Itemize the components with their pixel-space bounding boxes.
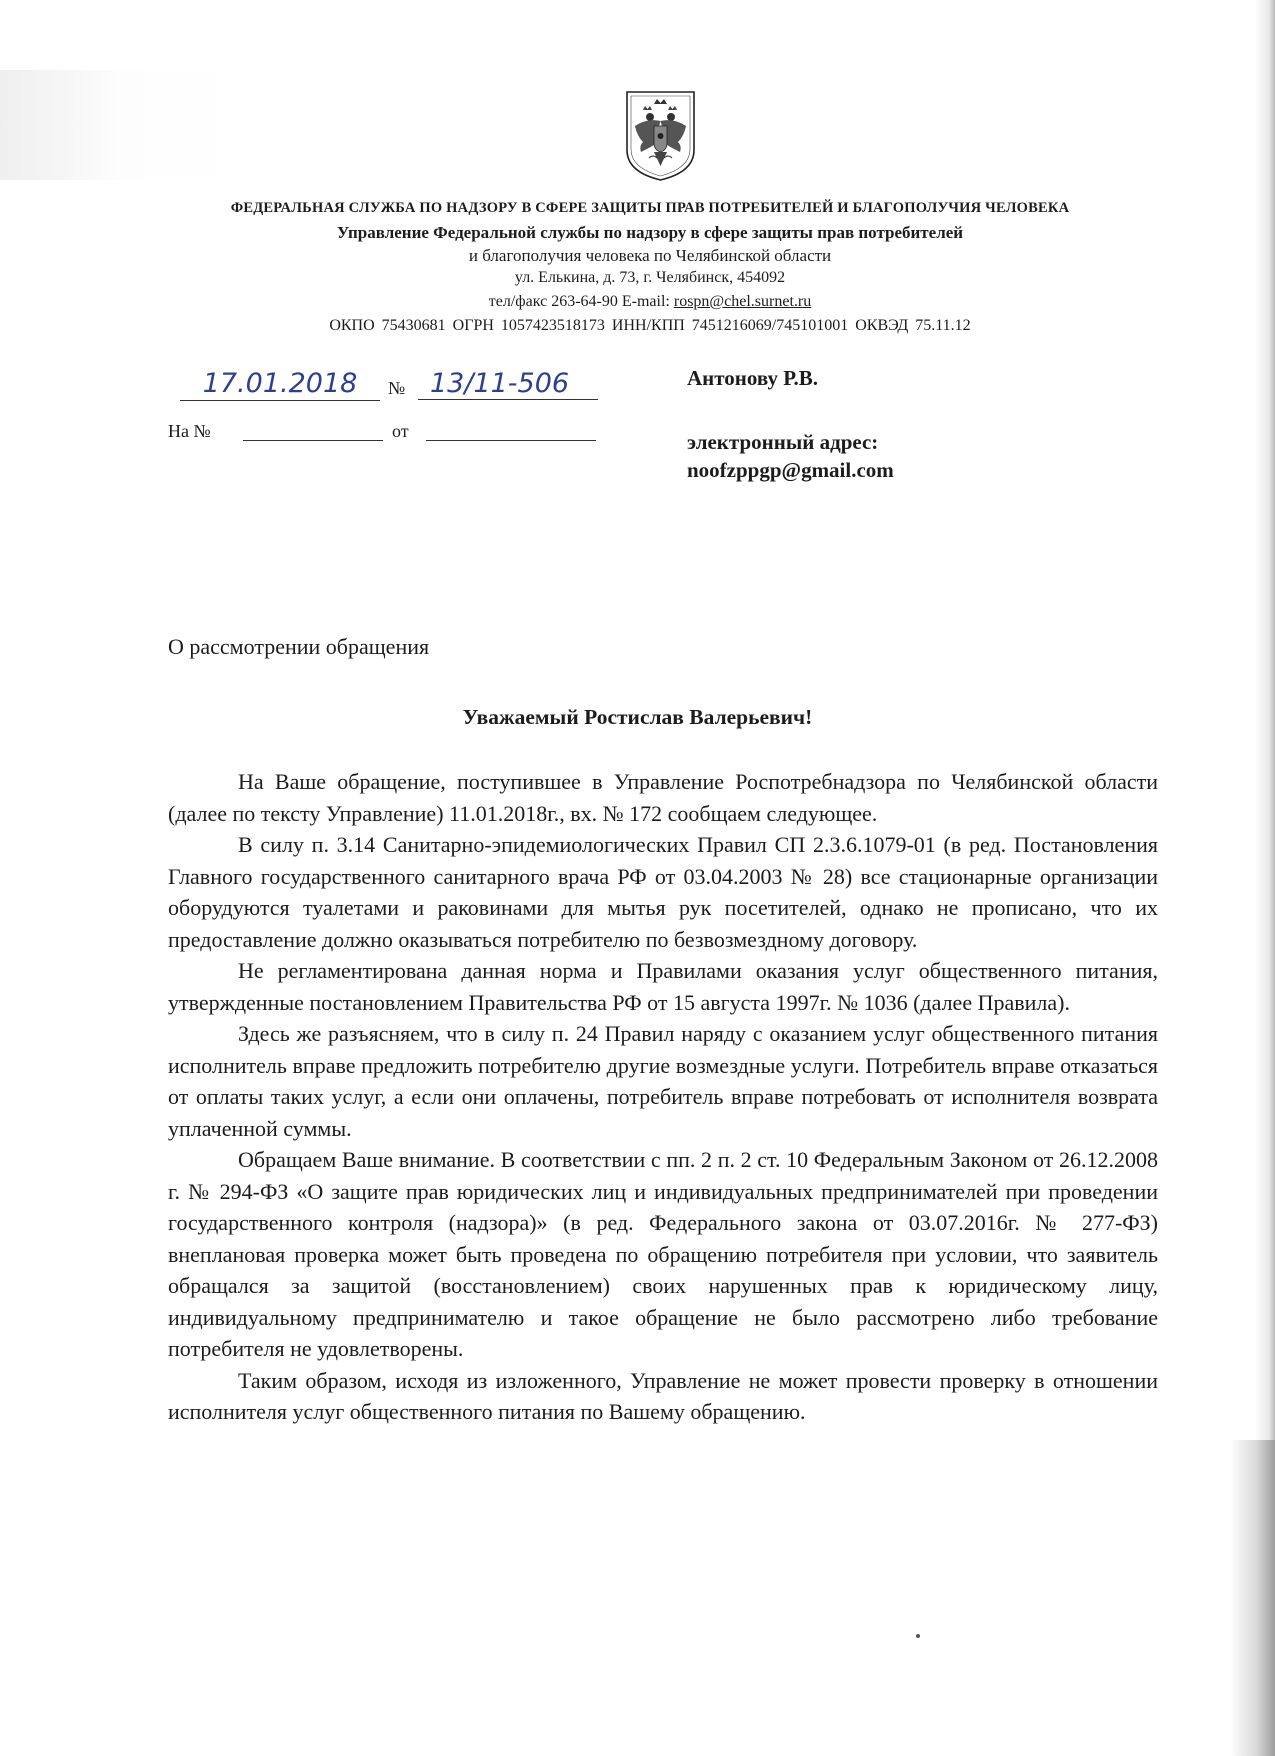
agency-contacts (150, 293, 1150, 311)
coat-of-arms-emblem (623, 88, 698, 183)
body-paragraph: Обращаем Ваше внимание. В соответствии с пп. 2 п. 2 ст. 10 Федеральным Законом от 26.12.2008 г. № 294-ФЗ «О защите прав юридических лиц и индивидуальных предпринимателей при проведении государственного контроля (надзора)» (в ред. Федерального закона от 03.07.2016г. № 277-ФЗ) внеплановая проверка может быть проведена по обращению потребителя при условии, что заявитель обращался за защитой (восстановлением) своих нарушенных прав к юридическому лицу, индивидуальному предпринимателю и такое обращение не было рассмотрено либо требование потребителя не удовлетворены. (168, 1147, 1158, 1361)
addressee-name: Антонову Р.В. (687, 366, 818, 390)
body-paragraph: Таким образом, исходя из изложенного, Управление не может провести проверку в отношении исполнителя услуг общественного питания по Вашему обращению. (168, 1367, 1158, 1424)
outgoing-date: 17.01.2018 (180, 368, 380, 401)
department-name-line1: Управление Федеральной службы по надзору в сфере защиты прав потребителей (336, 223, 964, 242)
outgoing-number: 13/11-506 (418, 368, 598, 400)
body-paragraph: Здесь же разъясняем, что в силу п. 24 Правил наряду с оказанием услуг общественного питания исполнитель вправе предложить потребителю другие возмездные услуги. Потребитель вправе отказаться от оплаты таких услуг, а если они оплачены, потребитель вправе потребовать от исполнителя возврата уплаченной суммы. (168, 1021, 1158, 1141)
addressee-email-label: электронный адрес: (687, 430, 879, 454)
scan-speck (916, 1634, 920, 1638)
letter-subject: О рассмотрении обращения (168, 634, 430, 659)
scan-bleed-through (0, 70, 240, 180)
letter-body (168, 766, 1158, 1428)
agency-registration-codes: ОКПО 75430681 ОГРН 1057423518173 ИНН/КПП 7451216069/745101001 ОКВЭД 75.11.12 (329, 317, 971, 334)
body-paragraph: В силу п. 3.14 Санитарно-эпидемиологических Правил СП 2.3.6.1079-01 (в ред. Постановления Главного государственного санитарного врача РФ от 03.04.2003 № 28) все стационарные организации оборудуются туалетами и раковинами для мытья рук посетителей, однако не прописано, что их предоставление должно оказываться потребителю по безвозмездному договору. (168, 832, 1158, 952)
incoming-date-blank (426, 440, 596, 441)
outgoing-number-label: № (388, 378, 406, 398)
scan-right-edge-shadow-lower (1230, 1440, 1275, 1756)
agency-email: rospn@chel.surnet.ru (673, 293, 812, 310)
phone-fax: тел/факс 263-64-90 E-mail: (488, 293, 674, 310)
body-paragraph: Не регламентирована данная норма и Правилами оказания услуг общественного питания, утвержденные постановлением Правительства РФ от 15 августа 1997г. № 1036 (далее Правила). (168, 958, 1158, 1015)
addressee-email: noofzppgp@gmail.com (687, 458, 894, 482)
department-name-line2: и благополучия человека по Челябинской области (468, 246, 832, 265)
letter-greeting: Уважаемый Ростислав Валерьевич! (462, 705, 813, 729)
incoming-date-label: от (392, 421, 409, 441)
agency-address: ул. Елькина, д. 73, г. Челябинск, 454092 (514, 269, 786, 286)
incoming-number-blank (243, 440, 383, 441)
agency-name: ФЕДЕРАЛЬНАЯ СЛУЖБА ПО НАДЗОРУ В СФЕРЕ ЗАЩИТЫ ПРАВ ПОТРЕБИТЕЛЕЙ И БЛАГОПОЛУЧИЯ ЧЕЛОВЕКА (230, 200, 1070, 216)
body-paragraph: На Ваше обращение, поступившее в Управление Роспотребнадзора по Челябинской области (далее по тексту Управление) 11.01.2018г., вх. № 172 сообщаем следующее. (168, 769, 1158, 826)
incoming-number-label: На № (168, 421, 211, 441)
